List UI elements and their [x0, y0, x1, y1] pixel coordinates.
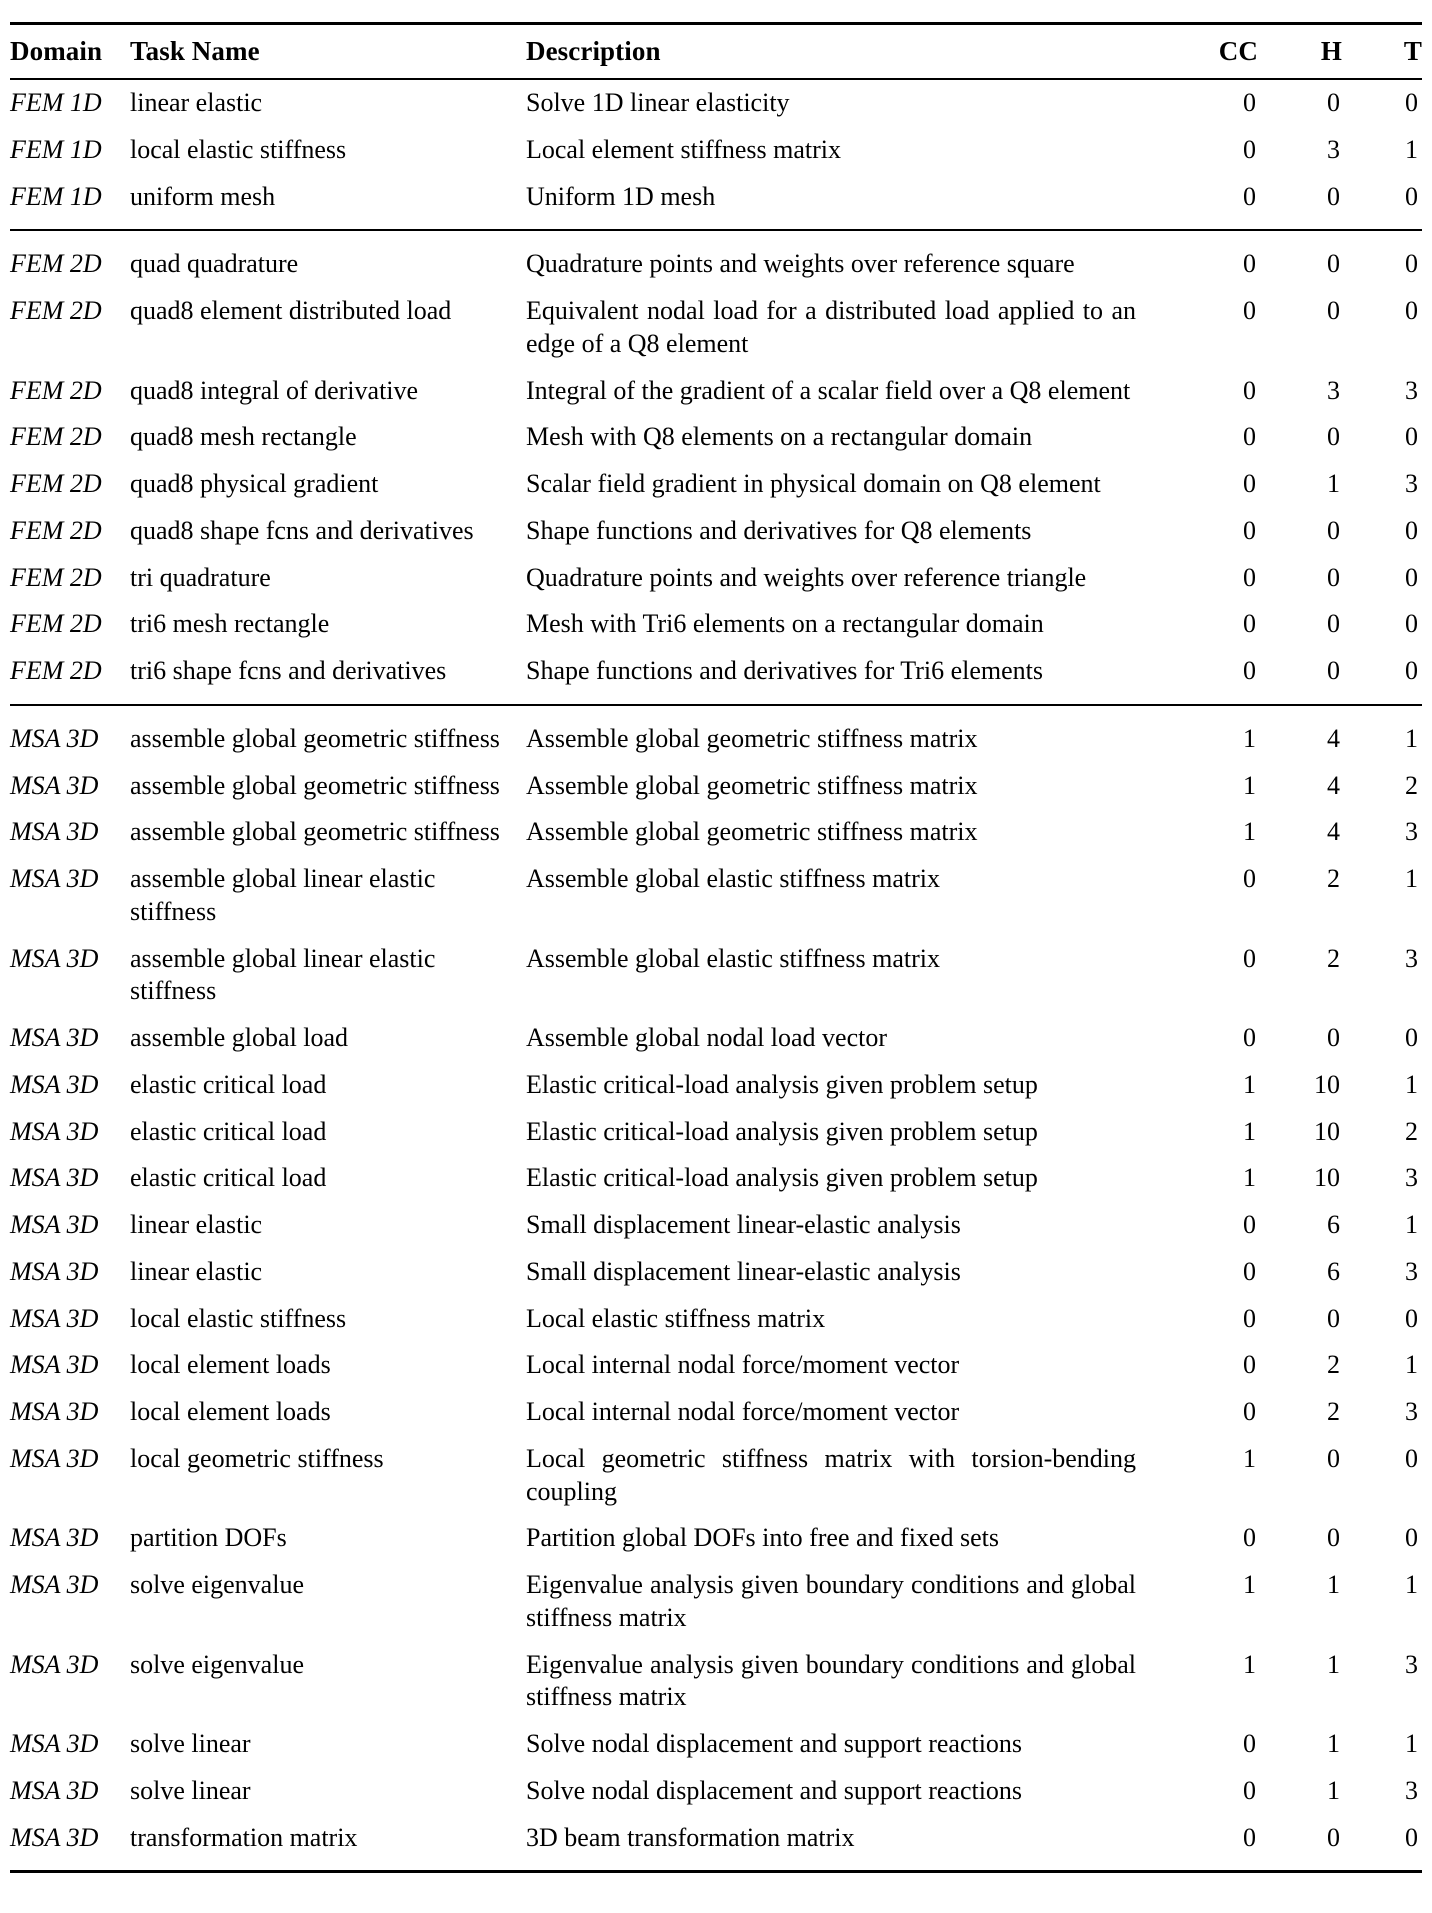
cell-t: 3 — [1405, 817, 1418, 847]
cell-cc: 1 — [1243, 1570, 1256, 1599]
cell-cc: 0 — [1243, 609, 1256, 639]
table-row — [10, 508, 1422, 555]
bottom-rule — [10, 1870, 1422, 1872]
cell-task-name: quad8 integral of derivative — [130, 375, 419, 405]
table-row — [10, 936, 1422, 1016]
cell-cc: 0 — [1243, 562, 1256, 592]
table-row — [10, 809, 1422, 856]
cell-description: Local internal nodal force/moment vector — [526, 1350, 960, 1380]
cell-description: Integral of the gradient of a scalar field over a Q8 element — [526, 375, 1131, 405]
cell-cc: 0 — [1243, 1775, 1256, 1805]
cell-task-name: quad8 element distributed load — [130, 296, 452, 325]
cell-task-name: assemble global linear elastic stiffness — [130, 864, 436, 926]
cell-domain: MSA 3D — [10, 1069, 99, 1099]
cell-description: Mesh with Tri6 elements on a rectangular domain — [526, 609, 1044, 639]
cell-h: 4 — [1258, 705, 1342, 763]
cell-domain: MSA 3D — [10, 1256, 99, 1286]
cell-domain: MSA 3D — [10, 1303, 99, 1333]
cell-cc: 0 — [1243, 1210, 1256, 1239]
table-row — [10, 555, 1422, 602]
cell-cc: 0 — [1243, 1350, 1256, 1380]
cell-t: 3 — [1405, 1649, 1418, 1679]
cell-description: Local internal nodal force/moment vector — [526, 1397, 960, 1426]
cell-t: 2 — [1405, 770, 1418, 800]
cell-t: 3 — [1405, 943, 1418, 973]
cell-task-name: solve linear — [130, 1729, 251, 1758]
cell-domain: MSA 3D — [10, 1822, 99, 1852]
cell-h: 1 — [1327, 1649, 1340, 1679]
cell-description: Uniform 1D mesh — [526, 181, 716, 211]
cell-cc: 0 — [1243, 656, 1256, 685]
cell-h: 0 — [1327, 1443, 1340, 1473]
cell-t: 0 — [1405, 562, 1418, 592]
cell-t: 0 — [1405, 296, 1418, 325]
cell-description: Mesh with Q8 elements on a rectangular domain — [526, 422, 1033, 452]
cell-description: Local elastic stiffness matrix — [526, 1303, 826, 1333]
cell-domain: MSA 3D — [10, 1023, 99, 1052]
cell-domain: MSA 3D — [10, 1649, 99, 1679]
table-row — [10, 1342, 1422, 1389]
cell-description: Eigenvalue analysis given boundary conditions and global stiffness matrix — [526, 1649, 1136, 1712]
cell-t: 3 — [1405, 1775, 1418, 1805]
cell-h: 10 — [1314, 1116, 1340, 1146]
cell-description: Assemble global nodal load vector — [526, 1023, 888, 1052]
cell-h: 0 — [1327, 296, 1340, 325]
cell-t: 1 — [1405, 1210, 1418, 1239]
cell-domain: MSA 3D — [10, 1350, 99, 1380]
column-header-domain: Domain — [10, 24, 130, 80]
cell-cc: 0 — [1243, 1729, 1256, 1758]
cell-h: 10 — [1314, 1069, 1340, 1099]
task-benchmark-table — [10, 22, 1422, 1873]
cell-h: 3 — [1327, 134, 1340, 164]
cell-task-name: quad quadrature — [130, 230, 526, 288]
table-row — [10, 1109, 1422, 1156]
table-header — [10, 24, 1422, 80]
cell-description: Assemble global geometric stiffness matrix — [526, 817, 978, 847]
cell-cc: 1 — [1243, 1163, 1256, 1193]
cell-h: 3 — [1327, 375, 1340, 405]
table-row — [10, 763, 1422, 810]
table-row — [10, 1062, 1422, 1109]
cell-task-name: transformation matrix — [130, 1822, 358, 1852]
cell-description: Solve nodal displacement and support reactions — [526, 1729, 1023, 1758]
cell-domain: FEM 2D — [10, 230, 130, 288]
cell-description: Assemble global geometric stiffness matrix — [526, 705, 1162, 763]
cell-description: Local element stiffness matrix — [526, 134, 842, 164]
cell-domain: FEM 1D — [10, 134, 102, 164]
cell-cc: 0 — [1243, 1523, 1256, 1553]
table-row — [10, 230, 1422, 288]
cell-cc: 1 — [1162, 705, 1258, 763]
cell-description: Local geometric stiffness matrix with torsion-bending coupling — [526, 1443, 1136, 1506]
cell-task-name: linear elastic — [130, 88, 263, 117]
cell-domain: MSA 3D — [10, 1729, 99, 1758]
table-row — [10, 1768, 1422, 1815]
cell-cc: 1 — [1243, 770, 1256, 800]
cell-description: Quadrature points and weights over reference square — [526, 230, 1162, 288]
cell-task-name: uniform mesh — [130, 181, 276, 211]
cell-cc: 0 — [1243, 134, 1256, 164]
cell-domain: FEM 2D — [10, 469, 102, 498]
cell-task-name: quad8 shape fcns and derivatives — [130, 515, 474, 545]
cell-task-name: assemble global geometric stiffness — [130, 817, 500, 847]
cell-domain: MSA 3D — [10, 705, 130, 763]
cell-cc: 1 — [1243, 1649, 1256, 1679]
cell-description: Eigenvalue analysis given boundary conditions and global stiffness matrix — [526, 1570, 1136, 1632]
cell-domain: MSA 3D — [10, 1523, 99, 1553]
cell-description: Assemble global elastic stiffness matrix — [526, 864, 940, 893]
cell-h: 4 — [1327, 817, 1340, 847]
cell-t: 3 — [1405, 1397, 1418, 1426]
cell-t: 0 — [1405, 1023, 1418, 1052]
cell-cc: 0 — [1243, 296, 1256, 325]
column-header-description: Description — [526, 24, 1162, 80]
bottom-rule-cell — [526, 1870, 1162, 1872]
cell-t: 1 — [1405, 134, 1418, 164]
cell-cc: 0 — [1243, 943, 1256, 973]
cell-t: 3 — [1405, 469, 1418, 498]
cell-h: 0 — [1327, 562, 1340, 592]
cell-cc: 1 — [1243, 1116, 1256, 1146]
cell-cc: 0 — [1243, 515, 1256, 545]
column-header-cc: CC — [1162, 24, 1258, 80]
cell-domain: FEM 1D — [10, 88, 102, 117]
cell-task-name: quad8 physical gradient — [130, 469, 379, 498]
table-row — [10, 1515, 1422, 1562]
cell-domain: FEM 2D — [10, 609, 102, 639]
cell-h: 2 — [1327, 1397, 1340, 1426]
cell-task-name: tri quadrature — [130, 562, 271, 592]
table-row — [10, 1296, 1422, 1343]
cell-cc: 0 — [1243, 1023, 1256, 1052]
cell-h: 0 — [1327, 1023, 1340, 1052]
cell-h: 0 — [1327, 656, 1340, 685]
cell-t: 0 — [1405, 1443, 1418, 1473]
cell-t: 0 — [1405, 1822, 1418, 1852]
table-row — [10, 1202, 1422, 1249]
cell-h: 2 — [1327, 864, 1340, 893]
cell-t: 1 — [1405, 864, 1418, 893]
cell-t: 0 — [1405, 515, 1418, 545]
top-spacer — [0, 0, 1432, 22]
cell-t: 0 — [1405, 656, 1418, 685]
cell-cc: 0 — [1243, 1303, 1256, 1333]
cell-t: 0 — [1405, 422, 1418, 452]
bottom-rule-cell — [1342, 1870, 1422, 1872]
cell-h: 0 — [1327, 422, 1340, 452]
cell-h: 0 — [1327, 1523, 1340, 1553]
table-row — [10, 414, 1422, 461]
cell-task-name: solve linear — [130, 1775, 251, 1805]
cell-h: 4 — [1327, 770, 1340, 800]
cell-domain: MSA 3D — [10, 1570, 99, 1599]
cell-task-name: solve eigenvalue — [130, 1570, 304, 1599]
cell-task-name: tri6 shape fcns and derivatives — [130, 656, 447, 685]
cell-h: 1 — [1327, 1775, 1340, 1805]
cell-h: 0 — [1327, 515, 1340, 545]
cell-cc: 1 — [1243, 1443, 1256, 1473]
bottom-rule-cell — [1162, 1870, 1258, 1872]
cell-t: 1 — [1405, 1729, 1418, 1758]
cell-h: 0 — [1258, 230, 1342, 288]
column-header-h: H — [1258, 24, 1342, 80]
cell-cc: 0 — [1243, 88, 1256, 117]
cell-domain: MSA 3D — [10, 1443, 99, 1473]
cell-t: 3 — [1405, 1163, 1418, 1193]
cell-description: Assemble global elastic stiffness matrix — [526, 943, 940, 973]
cell-description: Small displacement linear-elastic analysis — [526, 1210, 961, 1239]
cell-t: 3 — [1405, 1256, 1418, 1286]
cell-task-name: elastic critical load — [130, 1069, 327, 1099]
table-row — [10, 1721, 1422, 1768]
cell-domain: MSA 3D — [10, 1397, 99, 1426]
table-row — [10, 174, 1422, 231]
table-row — [10, 1015, 1422, 1062]
cell-domain: FEM 2D — [10, 375, 102, 405]
bottom-rule-cell — [1258, 1870, 1342, 1872]
cell-description: Elastic critical-load analysis given problem setup — [526, 1163, 1038, 1193]
cell-task-name: local elastic stiffness — [130, 1303, 347, 1333]
column-header-t: T — [1342, 24, 1422, 80]
table-row — [10, 1562, 1422, 1642]
cell-h: 0 — [1327, 88, 1340, 117]
cell-task-name: linear elastic — [130, 1210, 263, 1239]
cell-h: 1 — [1327, 1729, 1340, 1758]
table-body — [10, 79, 1422, 1872]
cell-domain: FEM 2D — [10, 296, 102, 325]
cell-domain: MSA 3D — [10, 1210, 99, 1239]
cell-t: 3 — [1405, 375, 1418, 405]
table-row — [10, 648, 1422, 705]
table-row — [10, 856, 1422, 936]
cell-cc: 0 — [1243, 1397, 1256, 1426]
cell-description: Solve 1D linear elasticity — [526, 88, 790, 117]
cell-h: 0 — [1327, 181, 1340, 211]
cell-description: Shape functions and derivatives for Tri6 elements — [526, 656, 1044, 685]
cell-cc: 0 — [1243, 469, 1256, 498]
cell-domain: FEM 2D — [10, 422, 102, 452]
cell-task-name: local geometric stiffness — [130, 1443, 384, 1473]
table-row — [10, 601, 1422, 648]
cell-task-name: local elastic stiffness — [130, 134, 347, 164]
cell-t: 1 — [1405, 1350, 1418, 1380]
cell-task-name: tri6 mesh rectangle — [130, 609, 330, 639]
cell-h: 0 — [1327, 609, 1340, 639]
cell-t: 0 — [1405, 88, 1418, 117]
cell-description: Elastic critical-load analysis given problem setup — [526, 1116, 1038, 1146]
table-row — [10, 1642, 1422, 1722]
cell-h: 0 — [1327, 1303, 1340, 1333]
table-row — [10, 127, 1422, 174]
cell-task-name: elastic critical load — [130, 1116, 327, 1146]
cell-domain: FEM 2D — [10, 562, 102, 592]
cell-description: Scalar field gradient in physical domain on Q8 element — [526, 469, 1101, 498]
cell-t: 0 — [1342, 230, 1422, 288]
cell-domain: FEM 1D — [10, 181, 102, 211]
cell-domain: FEM 2D — [10, 656, 102, 685]
cell-h: 10 — [1314, 1163, 1340, 1193]
cell-t: 2 — [1405, 1116, 1418, 1146]
cell-task-name: assemble global geometric stiffness — [130, 770, 500, 800]
cell-domain: MSA 3D — [10, 770, 99, 800]
cell-description: Equivalent nodal load for a distributed load applied to an edge of a Q8 element — [526, 296, 1136, 358]
cell-cc: 0 — [1243, 375, 1256, 405]
cell-domain: MSA 3D — [10, 943, 99, 973]
table-row — [10, 1389, 1422, 1436]
cell-task-name: partition DOFs — [130, 1523, 287, 1553]
table-row — [10, 288, 1422, 368]
column-header-task-name: Task Name — [130, 24, 526, 80]
cell-cc: 0 — [1243, 422, 1256, 452]
cell-task-name: local element loads — [130, 1350, 331, 1380]
cell-t: 1 — [1405, 1069, 1418, 1099]
cell-domain: MSA 3D — [10, 1116, 99, 1146]
cell-task-name: quad8 mesh rectangle — [130, 422, 357, 452]
cell-description: Small displacement linear-elastic analysis — [526, 1256, 961, 1286]
cell-cc: 0 — [1243, 181, 1256, 211]
cell-domain: MSA 3D — [10, 817, 99, 847]
cell-domain: FEM 2D — [10, 515, 102, 545]
table-row — [10, 1815, 1422, 1871]
cell-cc: 0 — [1243, 1256, 1256, 1286]
table-row — [10, 368, 1422, 415]
cell-description: Elastic critical-load analysis given problem setup — [526, 1069, 1038, 1099]
cell-description: Quadrature points and weights over reference triangle — [526, 562, 1087, 592]
cell-description: Solve nodal displacement and support reactions — [526, 1775, 1023, 1805]
cell-h: 2 — [1327, 1350, 1340, 1380]
cell-cc: 1 — [1243, 1069, 1256, 1099]
cell-domain: MSA 3D — [10, 1775, 99, 1805]
cell-cc: 1 — [1243, 817, 1256, 847]
cell-t: 0 — [1405, 609, 1418, 639]
cell-task-name: linear elastic — [130, 1256, 263, 1286]
cell-task-name: local element loads — [130, 1397, 331, 1426]
cell-h: 6 — [1327, 1210, 1340, 1239]
table-row — [10, 79, 1422, 127]
cell-h: 2 — [1327, 943, 1340, 973]
bottom-rule-cell — [130, 1870, 526, 1872]
cell-t: 0 — [1405, 1303, 1418, 1333]
bottom-rule-cell — [10, 1870, 130, 1872]
cell-task-name: assemble global load — [130, 1023, 349, 1052]
cell-cc: 0 — [1243, 864, 1256, 893]
cell-description: Assemble global geometric stiffness matrix — [526, 770, 978, 800]
cell-t: 0 — [1405, 1523, 1418, 1553]
cell-h: 0 — [1327, 1822, 1340, 1852]
cell-h: 6 — [1327, 1256, 1340, 1286]
table-row — [10, 1436, 1422, 1516]
cell-task-name: assemble global linear elastic stiffness — [130, 943, 436, 1006]
table-row — [10, 1249, 1422, 1296]
cell-cc: 0 — [1243, 1822, 1256, 1852]
cell-h: 1 — [1327, 1570, 1340, 1599]
cell-domain: MSA 3D — [10, 864, 99, 893]
table-row — [10, 705, 1422, 763]
cell-h: 1 — [1327, 469, 1340, 498]
table-row — [10, 1155, 1422, 1202]
header-row — [10, 24, 1422, 80]
cell-task-name: elastic critical load — [130, 1163, 327, 1193]
cell-t: 0 — [1405, 181, 1418, 211]
cell-description: Partition global DOFs into free and fixed sets — [526, 1523, 999, 1553]
table-row — [10, 461, 1422, 508]
cell-task-name: solve eigenvalue — [130, 1649, 304, 1679]
cell-description: Shape functions and derivatives for Q8 elements — [526, 515, 1032, 545]
cell-description: 3D beam transformation matrix — [526, 1822, 855, 1852]
cell-domain: MSA 3D — [10, 1163, 99, 1193]
cell-t: 1 — [1342, 705, 1422, 763]
cell-cc: 0 — [1162, 230, 1258, 288]
cell-t: 1 — [1405, 1570, 1418, 1599]
cell-task-name: assemble global geometric stiffness — [130, 705, 526, 763]
